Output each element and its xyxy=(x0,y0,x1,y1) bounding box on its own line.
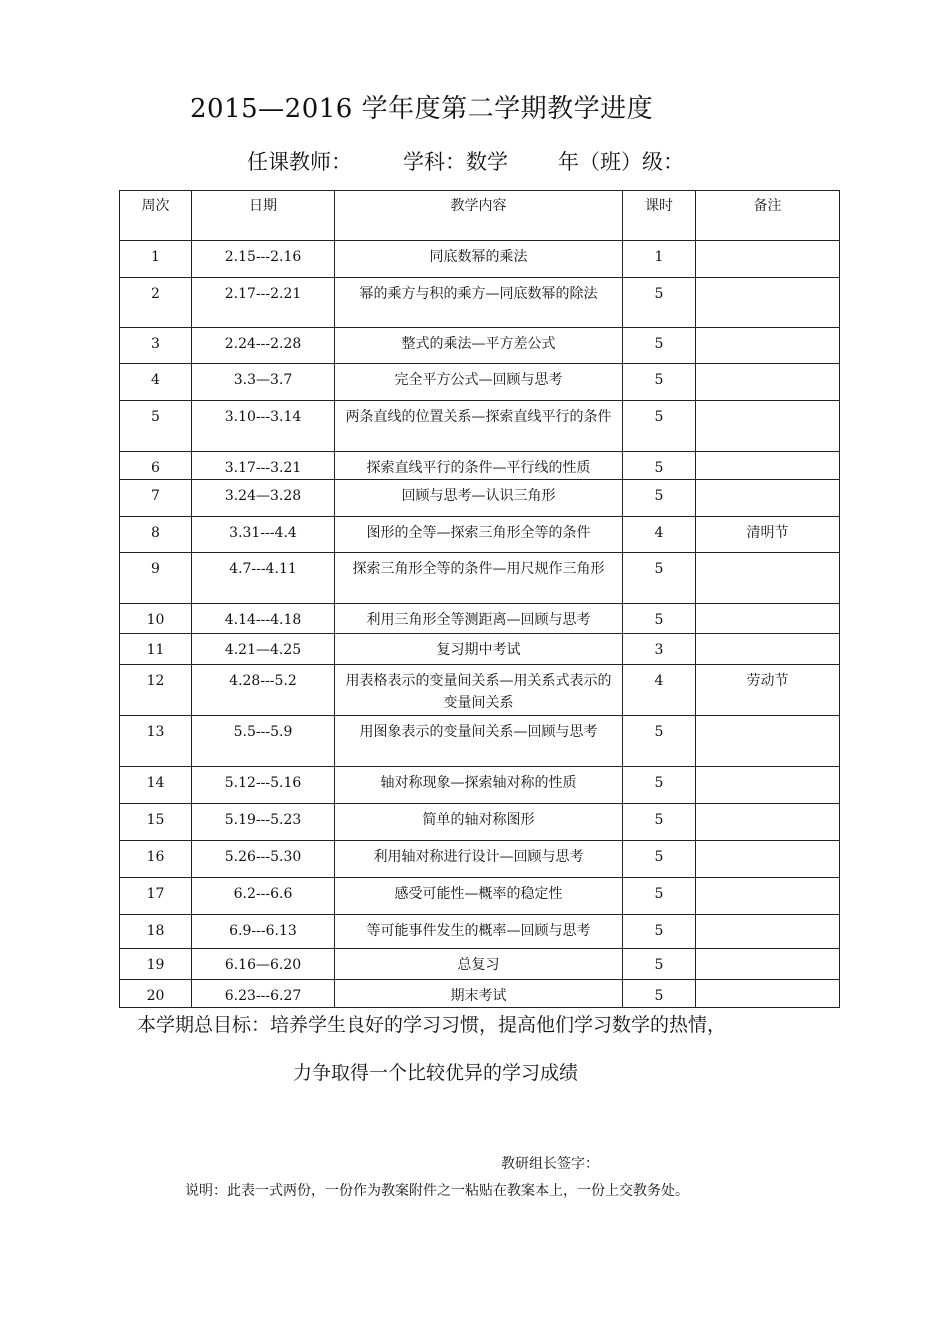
column-header-hours: 课时 xyxy=(623,191,696,241)
hours-cell: 5 xyxy=(623,452,696,480)
week-cell: 1 xyxy=(120,241,192,278)
date-cell: 6.9---6.13 xyxy=(192,915,335,949)
date-cell: 5.5---5.9 xyxy=(192,716,335,767)
note-cell xyxy=(696,949,840,980)
semester-goal-line1: 本学期总目标：培养学生良好的学习习惯，提高他们学习数学的热情， xyxy=(137,1014,727,1036)
note-cell: 清明节 xyxy=(696,517,840,553)
date-cell: 3.10---3.14 xyxy=(192,401,335,452)
week-cell: 15 xyxy=(120,804,192,841)
hours-cell: 5 xyxy=(623,767,696,804)
note-cell xyxy=(696,634,840,665)
week-cell: 4 xyxy=(120,364,192,401)
note-cell xyxy=(696,915,840,949)
content-cell: 整式的乘法—平方差公式 xyxy=(335,328,623,364)
week-cell: 17 xyxy=(120,878,192,915)
content-cell: 感受可能性—概率的稳定性 xyxy=(335,878,623,915)
grade-label: 年（班）级： xyxy=(558,150,684,174)
schedule-table xyxy=(119,190,840,1008)
hours-cell: 1 xyxy=(623,241,696,278)
column-header-week: 周次 xyxy=(120,191,192,241)
hours-cell: 5 xyxy=(623,915,696,949)
week-cell: 3 xyxy=(120,328,192,364)
table-row xyxy=(120,841,840,878)
content-cell: 期末考试 xyxy=(335,980,623,1008)
week-cell: 6 xyxy=(120,452,192,480)
date-cell: 3.24—3.28 xyxy=(192,480,335,517)
footnote: 说明：此表一式两份，一份作为教案附件之一粘贴在教案本上，一份上交教务处。 xyxy=(185,1183,689,1199)
week-cell: 18 xyxy=(120,915,192,949)
content-cell: 复习期中考试 xyxy=(335,634,623,665)
date-cell: 6.16—6.20 xyxy=(192,949,335,980)
note-cell xyxy=(696,241,840,278)
week-cell: 5 xyxy=(120,401,192,452)
table-row xyxy=(120,767,840,804)
week-cell: 2 xyxy=(120,278,192,328)
table-row xyxy=(120,804,840,841)
signature-label: 教研组长签字： xyxy=(501,1156,599,1172)
content-cell: 用图象表示的变量间关系—回顾与思考 xyxy=(335,716,623,767)
date-cell: 4.28---5.2 xyxy=(192,665,335,716)
note-cell xyxy=(696,278,840,328)
content-cell: 探索三角形全等的条件—用尺规作三角形 xyxy=(335,553,623,604)
date-cell: 3.3—3.7 xyxy=(192,364,335,401)
hours-cell: 5 xyxy=(623,364,696,401)
table-row xyxy=(120,328,840,364)
table-header-row xyxy=(120,191,840,241)
content-cell: 两条直线的位置关系—探索直线平行的条件 xyxy=(335,401,623,452)
table-row xyxy=(120,401,840,452)
hours-cell: 5 xyxy=(623,804,696,841)
note-cell xyxy=(696,841,840,878)
hours-cell: 4 xyxy=(623,665,696,716)
date-cell: 5.26---5.30 xyxy=(192,841,335,878)
table-row xyxy=(120,480,840,517)
hours-cell: 5 xyxy=(623,841,696,878)
note-cell xyxy=(696,401,840,452)
week-cell: 10 xyxy=(120,604,192,634)
date-cell: 5.12---5.16 xyxy=(192,767,335,804)
week-cell: 13 xyxy=(120,716,192,767)
hours-cell: 5 xyxy=(623,878,696,915)
hours-cell: 5 xyxy=(623,716,696,767)
content-cell: 回顾与思考—认识三角形 xyxy=(335,480,623,517)
page-title: 2015—2016 学年度第二学期教学进度 xyxy=(190,94,654,124)
hours-cell: 3 xyxy=(623,634,696,665)
content-cell: 轴对称现象—探索轴对称的性质 xyxy=(335,767,623,804)
date-cell: 4.7---4.11 xyxy=(192,553,335,604)
content-cell: 幂的乘方与积的乘方—同底数幂的除法 xyxy=(335,278,623,328)
hours-cell: 5 xyxy=(623,328,696,364)
hours-cell: 5 xyxy=(623,949,696,980)
week-cell: 14 xyxy=(120,767,192,804)
table-row xyxy=(120,241,840,278)
date-cell: 6.2---6.6 xyxy=(192,878,335,915)
content-cell: 利用轴对称进行设计—回顾与思考 xyxy=(335,841,623,878)
schedule-body xyxy=(120,241,840,1008)
note-cell xyxy=(696,553,840,604)
table-row xyxy=(120,452,840,480)
note-cell xyxy=(696,716,840,767)
date-cell: 4.21—4.25 xyxy=(192,634,335,665)
table-row xyxy=(120,915,840,949)
week-cell: 11 xyxy=(120,634,192,665)
note-cell xyxy=(696,878,840,915)
content-cell: 用表格表示的变量间关系—用关系式表示的变量间关系 xyxy=(335,665,623,716)
table-row xyxy=(120,634,840,665)
week-cell: 12 xyxy=(120,665,192,716)
note-cell xyxy=(696,767,840,804)
content-cell: 等可能事件发生的概率—回顾与思考 xyxy=(335,915,623,949)
date-cell: 3.31---4.4 xyxy=(192,517,335,553)
table-row xyxy=(120,980,840,1008)
table-row xyxy=(120,716,840,767)
hours-cell: 4 xyxy=(623,517,696,553)
table-row xyxy=(120,665,840,716)
week-cell: 16 xyxy=(120,841,192,878)
content-cell: 简单的轴对称图形 xyxy=(335,804,623,841)
date-cell: 2.15---2.16 xyxy=(192,241,335,278)
note-cell xyxy=(696,480,840,517)
hours-cell: 5 xyxy=(623,278,696,328)
table-row xyxy=(120,278,840,328)
column-header-date: 日期 xyxy=(192,191,335,241)
note-cell xyxy=(696,328,840,364)
date-cell: 4.14---4.18 xyxy=(192,604,335,634)
table-row xyxy=(120,517,840,553)
date-cell: 2.24---2.28 xyxy=(192,328,335,364)
week-cell: 19 xyxy=(120,949,192,980)
content-cell: 同底数幂的乘法 xyxy=(335,241,623,278)
note-cell: 劳动节 xyxy=(696,665,840,716)
content-cell: 利用三角形全等测距离—回顾与思考 xyxy=(335,604,623,634)
hours-cell: 5 xyxy=(623,401,696,452)
note-cell xyxy=(696,364,840,401)
week-cell: 8 xyxy=(120,517,192,553)
column-header-note: 备注 xyxy=(696,191,840,241)
table-row xyxy=(120,604,840,634)
date-cell: 2.17---2.21 xyxy=(192,278,335,328)
table-row xyxy=(120,364,840,401)
note-cell xyxy=(696,452,840,480)
content-cell: 探索直线平行的条件—平行线的性质 xyxy=(335,452,623,480)
table-row xyxy=(120,878,840,915)
week-cell: 20 xyxy=(120,980,192,1008)
subject-label: 学科：数学 xyxy=(403,150,508,174)
teacher-label: 任课教师： xyxy=(247,150,352,174)
content-cell: 完全平方公式—回顾与思考 xyxy=(335,364,623,401)
date-cell: 5.19---5.23 xyxy=(192,804,335,841)
date-cell: 6.23---6.27 xyxy=(192,980,335,1008)
semester-goal-line2: 力争取得一个比较优异的学习成绩 xyxy=(293,1062,579,1084)
week-cell: 9 xyxy=(120,553,192,604)
week-cell: 7 xyxy=(120,480,192,517)
hours-cell: 5 xyxy=(623,604,696,634)
table-row xyxy=(120,949,840,980)
hours-cell: 5 xyxy=(623,480,696,517)
hours-cell: 5 xyxy=(623,553,696,604)
table-row xyxy=(120,553,840,604)
note-cell xyxy=(696,604,840,634)
hours-cell: 5 xyxy=(623,980,696,1008)
date-cell: 3.17---3.21 xyxy=(192,452,335,480)
content-cell: 总复习 xyxy=(335,949,623,980)
column-header-content: 教学内容 xyxy=(335,191,623,241)
content-cell: 图形的全等—探索三角形全等的条件 xyxy=(335,517,623,553)
note-cell xyxy=(696,804,840,841)
note-cell xyxy=(696,980,840,1008)
